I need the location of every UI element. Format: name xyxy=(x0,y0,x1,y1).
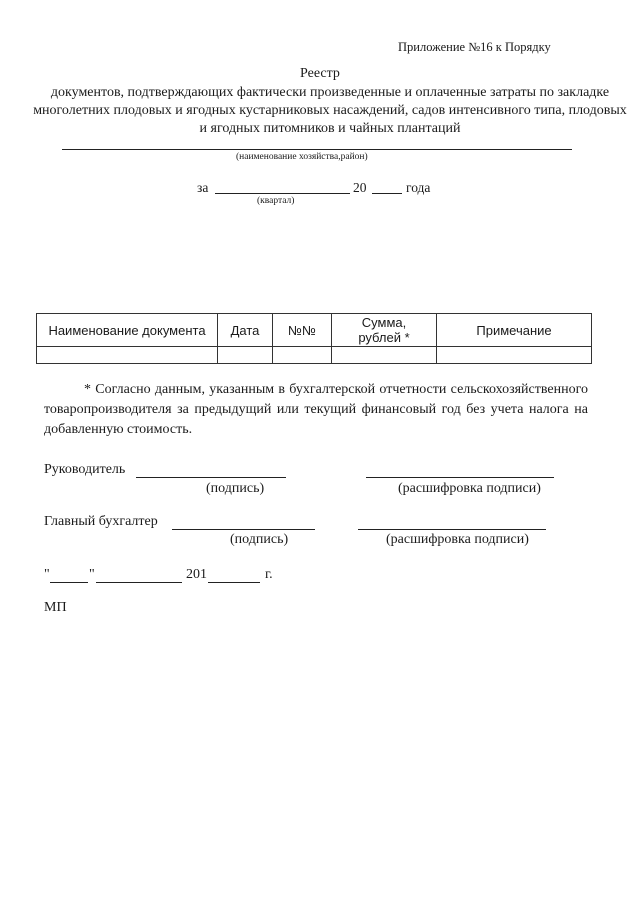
table-cell[interactable] xyxy=(332,347,437,364)
accountant-decoding-caption: (расшифровка подписи) xyxy=(386,532,529,547)
table-row xyxy=(37,347,592,364)
accountant-signature-caption: (подпись) xyxy=(230,532,289,547)
annex-reference: Приложение №16 к Порядку xyxy=(398,40,551,54)
director-decoding-caption: (расшифровка подписи) xyxy=(398,481,541,496)
director-decoding-line[interactable] xyxy=(366,477,554,478)
period-prefix: за xyxy=(197,180,209,195)
accountant-decoding-line[interactable] xyxy=(358,529,546,530)
table-cell[interactable] xyxy=(437,347,592,364)
date-day-line[interactable] xyxy=(50,582,88,583)
document-heading: документов, подтверждающих фактически произведенные и оплаченные затраты по закладке многолетних плодовых и ягодных кустарниковых насаждений, садов интенсивного типа, плодовых и ягодных питомников и чайных плантаций xyxy=(33,85,627,136)
date-year-line[interactable] xyxy=(208,582,260,583)
accountant-signature-line[interactable] xyxy=(172,529,315,530)
header-note: Примечание xyxy=(437,314,592,347)
table-cell[interactable] xyxy=(273,347,332,364)
header-date: Дата xyxy=(218,314,273,347)
quarter-caption: (квартал) xyxy=(257,196,295,206)
accountant-label: Главный бухгалтер xyxy=(44,514,158,529)
quarter-line xyxy=(215,193,350,194)
date-suffix: г. xyxy=(265,567,273,582)
header-document-name: Наименование документа xyxy=(37,314,218,347)
period-suffix: года xyxy=(406,180,431,195)
date-quote-close: " xyxy=(89,567,95,582)
director-signature-line[interactable] xyxy=(136,477,286,478)
stamp-placeholder: МП xyxy=(44,600,67,615)
footnote: * Согласно данным, указанным в бухгалтерской отчетности сельскохозяйственного товаропроизводителя за предыдущий или текущий финансовый год без учета налога на добавленную стоимость. xyxy=(44,382,588,437)
director-signature-caption: (подпись) xyxy=(206,481,265,496)
table-header-row xyxy=(37,314,592,347)
farm-name-line xyxy=(62,149,572,150)
document-title: Реестр xyxy=(300,66,340,81)
date-year-prefix: 201 xyxy=(186,567,207,582)
header-number: №№ xyxy=(273,314,332,347)
director-label: Руководитель xyxy=(44,462,126,477)
header-amount: Сумма, рублей * xyxy=(332,314,437,347)
date-month-line[interactable] xyxy=(96,582,182,583)
year-line xyxy=(372,193,402,194)
table-cell[interactable] xyxy=(218,347,273,364)
farm-caption: (наименование хозяйства,район) xyxy=(236,152,368,162)
register-table xyxy=(36,313,592,364)
table-cell[interactable] xyxy=(37,347,218,364)
year-prefix: 20 xyxy=(353,180,367,195)
date-quote-open: " xyxy=(44,567,50,582)
